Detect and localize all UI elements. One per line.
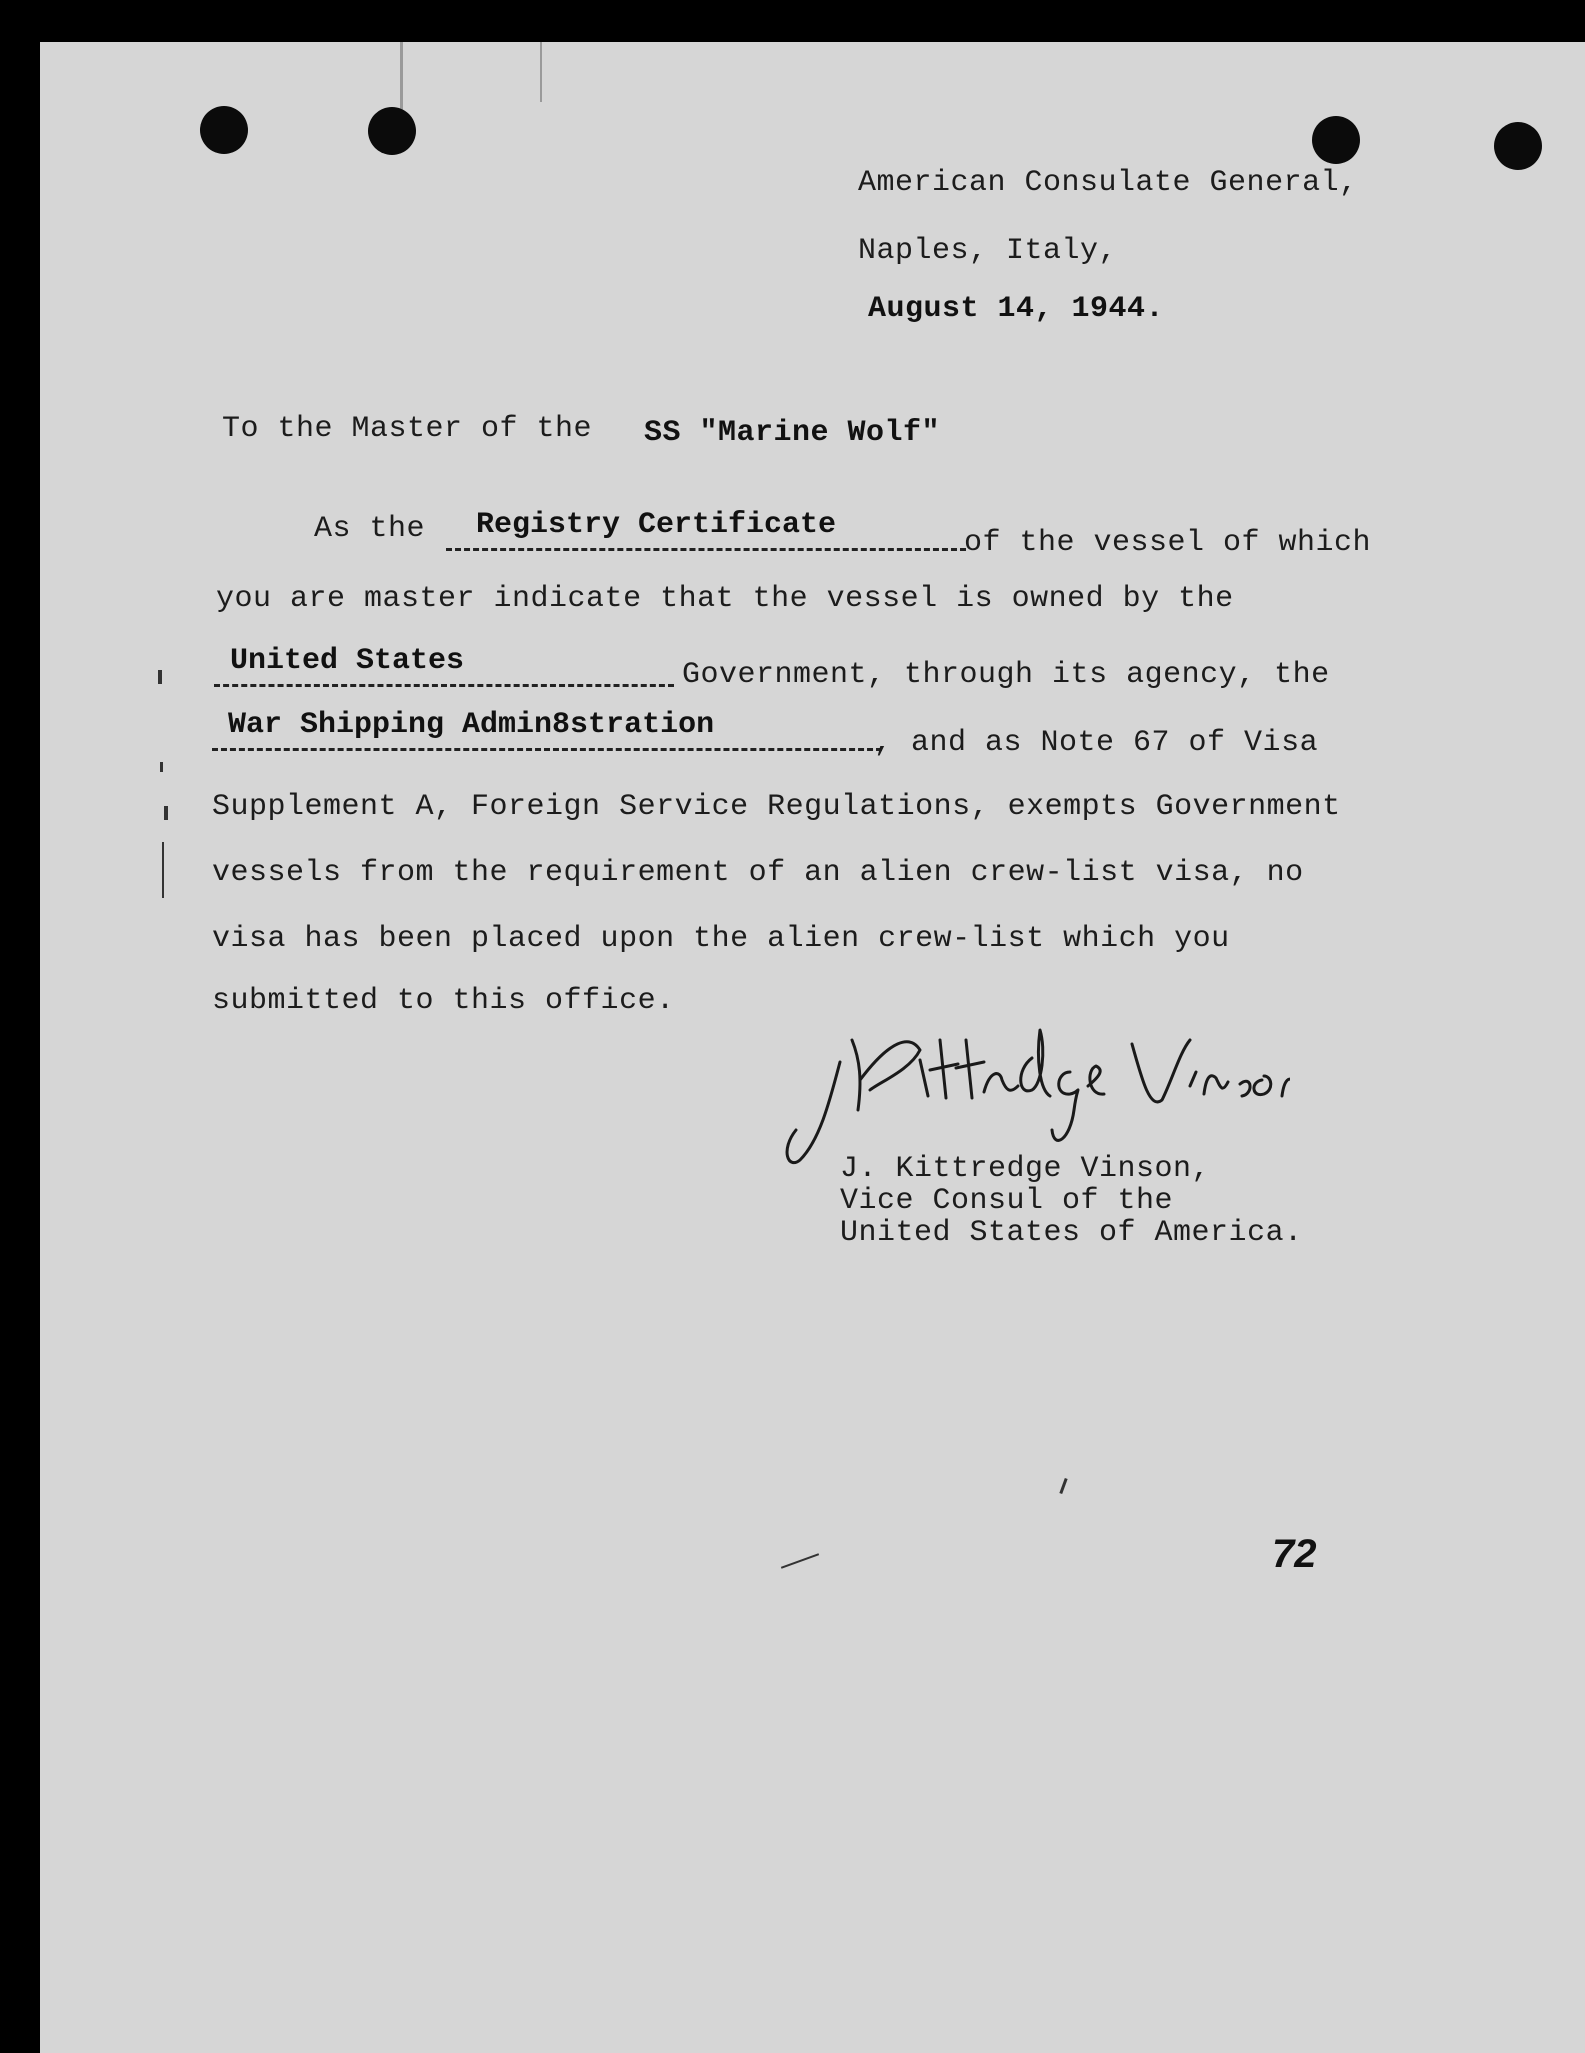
margin-mark	[164, 806, 168, 820]
fill-line	[214, 684, 674, 687]
body-line-6: vessels from the requirement of an alien crew-list visa, no	[212, 856, 1304, 890]
salutation-vessel: SS "Marine Wolf"	[644, 416, 941, 450]
body-line-3-suffix: Government, through its agency, the	[682, 658, 1330, 692]
page-number: 72	[1272, 1532, 1317, 1576]
fill-document-type: Registry Certificate	[476, 508, 837, 542]
fill-owner: United States	[230, 644, 465, 678]
punch-hole	[1494, 122, 1542, 170]
margin-mark	[158, 670, 162, 684]
body-line-4-suffix: , and as Note 67 of Visa	[874, 726, 1319, 760]
fill-line	[446, 548, 966, 551]
signer-name: J. Kittredge Vinson,	[840, 1152, 1211, 1186]
body-line-7: visa has been placed upon the alien crew-list which you	[212, 922, 1230, 956]
letterhead-office: American Consulate General,	[858, 166, 1358, 200]
punch-hole	[1312, 116, 1360, 164]
letterhead-city: Naples, Italy,	[858, 234, 1118, 268]
salutation-prefix: To the Master of the	[222, 412, 593, 446]
fill-agency: War Shipping Admin8stration	[228, 708, 715, 742]
body-line-8: submitted to this office.	[212, 984, 675, 1018]
signer-title: Vice Consul of the	[840, 1184, 1174, 1218]
punch-hole	[368, 107, 416, 155]
body-line-1-suffix: of the vessel of which	[964, 526, 1372, 560]
margin-mark	[160, 762, 163, 772]
signer-country: United States of America.	[840, 1216, 1303, 1250]
margin-mark	[162, 842, 164, 898]
fill-line	[212, 748, 882, 751]
body-line-1-prefix: As the	[314, 512, 426, 546]
paper-crease	[400, 42, 403, 112]
punch-hole	[200, 106, 248, 154]
letter-date: August 14, 1944.	[868, 292, 1165, 326]
paper-crease	[540, 42, 542, 102]
body-line-5: Supplement A, Foreign Service Regulations, exempts Government	[212, 790, 1341, 824]
body-line-2: you are master indicate that the vessel is owned by the	[216, 582, 1234, 616]
